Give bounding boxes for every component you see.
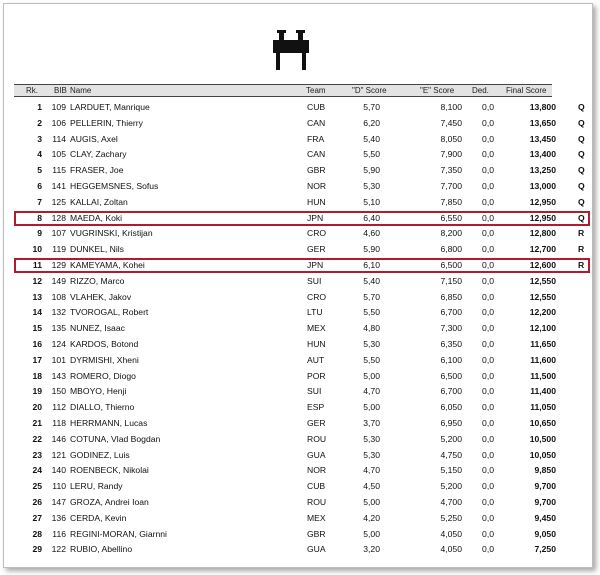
final-score: 9,700 (534, 481, 556, 492)
final-score: 13,650 (529, 117, 556, 128)
d-score: 5,40 (363, 275, 380, 286)
deduction: 0,0 (482, 544, 494, 555)
deduction: 0,0 (482, 244, 494, 255)
d-score: 5,70 (363, 102, 380, 112)
d-score: 5,00 (363, 370, 380, 381)
team-code: POR (307, 370, 326, 381)
table-row (4, 511, 592, 527)
rank-cell: 5 (37, 165, 42, 176)
table-row (4, 179, 592, 195)
team-code: GER (307, 417, 326, 428)
bib-cell: 107 (51, 228, 66, 239)
team-code: CUB (307, 102, 326, 112)
highlight-box (14, 211, 590, 226)
d-score: 4,50 (363, 481, 380, 492)
deduction: 0,0 (482, 228, 494, 239)
deduction: 0,0 (482, 307, 494, 318)
d-score: 6,20 (363, 117, 380, 128)
final-score: 12,100 (529, 323, 556, 334)
team-code: ROU (307, 433, 327, 444)
team-code: CAN (307, 149, 326, 160)
deduction: 0,0 (482, 354, 494, 365)
table-header (14, 84, 552, 97)
e-score: 5,200 (440, 433, 462, 444)
final-score: 12,950 (529, 212, 556, 223)
qualification-mark: Q (578, 196, 585, 207)
final-score: 10,500 (529, 433, 556, 444)
final-score: 11,650 (530, 338, 556, 349)
rank-cell: 6 (37, 180, 42, 191)
rank-cell: 21 (32, 417, 42, 428)
d-score: 5,50 (363, 307, 380, 318)
qualification-mark: Q (578, 149, 585, 160)
team-code: FRA (307, 133, 325, 144)
rank-cell: 15 (32, 323, 42, 334)
table-row (4, 211, 592, 227)
deduction: 0,0 (482, 433, 494, 444)
e-score: 7,350 (440, 165, 462, 176)
qualification-mark: Q (578, 133, 585, 144)
deduction: 0,0 (482, 102, 494, 112)
e-score: 6,950 (440, 417, 462, 428)
table-row (4, 290, 592, 306)
table-row (4, 337, 592, 353)
final-score: 12,550 (529, 275, 556, 286)
bib-cell: 101 (51, 354, 66, 365)
e-score: 7,450 (440, 117, 462, 128)
e-score: 6,500 (440, 259, 462, 270)
d-score: 5,70 (363, 291, 380, 302)
table-row (4, 448, 592, 464)
team-code: JPN (307, 259, 324, 270)
final-score: 13,450 (529, 133, 556, 144)
e-score: 6,050 (440, 402, 462, 413)
results-table (4, 100, 592, 558)
team-code: MEX (307, 323, 326, 334)
bib-cell: 124 (51, 338, 66, 349)
table-row (4, 242, 592, 258)
athlete-name: MAEDA, Koki (70, 212, 123, 223)
d-score: 5,00 (363, 496, 380, 507)
d-score: 5,30 (363, 433, 380, 444)
rank-cell: 2 (37, 117, 42, 128)
e-score: 6,550 (440, 212, 462, 223)
d-score: 4,70 (363, 386, 380, 397)
rank-cell: 26 (32, 496, 42, 507)
bib-cell: 106 (51, 117, 66, 128)
d-score: 5,10 (363, 196, 380, 207)
rank-cell: 9 (37, 228, 42, 239)
deduction: 0,0 (482, 449, 494, 460)
rank-cell: 12 (32, 275, 42, 286)
final-score: 9,050 (534, 528, 556, 539)
e-score: 5,200 (440, 481, 462, 492)
qualification-mark: Q (578, 102, 585, 112)
final-score: 11,500 (530, 370, 556, 381)
team-code: LTU (307, 307, 323, 318)
rank-cell: 10 (32, 244, 42, 255)
rank-cell: 23 (32, 449, 42, 460)
final-score: 12,200 (529, 307, 556, 318)
rank-cell: 28 (32, 528, 42, 539)
rank-cell: 7 (37, 196, 42, 207)
athlete-name: KALLAI, Zoltan (70, 196, 128, 207)
e-score: 6,350 (440, 338, 462, 349)
athlete-name: HEGGEMSNES, Sofus (70, 180, 159, 191)
bib-cell: 141 (51, 180, 66, 191)
header-team: Team (306, 86, 326, 95)
bib-cell: 109 (51, 102, 66, 112)
deduction: 0,0 (482, 291, 494, 302)
table-row (4, 542, 592, 558)
e-score: 6,850 (440, 291, 462, 302)
qualification-mark: Q (578, 212, 585, 223)
athlete-name: MBOYO, Henji (70, 386, 127, 397)
bib-cell: 129 (51, 259, 66, 270)
rank-cell: 11 (32, 259, 42, 270)
rank-cell: 8 (37, 212, 42, 223)
table-row (4, 432, 592, 448)
team-code: CRO (307, 228, 327, 239)
rank-cell: 24 (32, 465, 42, 476)
final-score: 9,850 (534, 465, 556, 476)
athlete-name: LARDUET, Manrique (70, 102, 150, 112)
qualification-mark: Q (578, 180, 585, 191)
deduction: 0,0 (482, 323, 494, 334)
table-row (4, 321, 592, 337)
header-e-score: "E" Score (420, 86, 455, 95)
rank-cell: 25 (32, 481, 42, 492)
e-score: 7,300 (440, 323, 462, 334)
bib-cell: 143 (51, 370, 66, 381)
deduction: 0,0 (482, 133, 494, 144)
d-score: 4,80 (363, 323, 380, 334)
team-code: MEX (307, 512, 326, 523)
bib-cell: 115 (52, 165, 66, 176)
team-code: HUN (307, 338, 326, 349)
deduction: 0,0 (482, 149, 494, 160)
rank-cell: 27 (32, 512, 42, 523)
results-sheet (3, 3, 593, 568)
e-score: 8,100 (440, 102, 462, 112)
table-row (4, 163, 592, 179)
deduction: 0,0 (482, 275, 494, 286)
final-score: 10,050 (529, 449, 556, 460)
d-score: 5,30 (363, 338, 380, 349)
rank-cell: 17 (32, 354, 42, 365)
team-code: GBR (307, 528, 326, 539)
athlete-name: KARDOS, Botond (70, 338, 139, 349)
d-score: 5,50 (363, 354, 380, 365)
athlete-name: RIZZO, Marco (70, 275, 125, 286)
team-code: SUI (307, 275, 322, 286)
athlete-name: GODINEZ, Luis (70, 449, 130, 460)
bib-cell: 149 (51, 275, 66, 286)
team-code: CUB (307, 481, 326, 492)
table-row (4, 384, 592, 400)
team-code: HUN (307, 196, 326, 207)
qualification-mark: R (578, 228, 585, 239)
final-score: 11,600 (530, 354, 556, 365)
bib-cell: 114 (52, 133, 66, 144)
bib-cell: 122 (51, 544, 66, 555)
athlete-name: DIALLO, Thierno (70, 402, 135, 413)
bib-cell: 116 (52, 528, 66, 539)
bib-cell: 150 (51, 386, 66, 397)
team-code: CAN (307, 117, 326, 128)
bib-cell: 146 (51, 433, 66, 444)
team-code: JPN (307, 212, 324, 223)
table-row (4, 116, 592, 132)
header-d-score: "D" Score (352, 86, 387, 95)
table-row (4, 369, 592, 385)
deduction: 0,0 (482, 117, 494, 128)
final-score: 12,700 (529, 244, 556, 255)
final-score: 10,650 (529, 417, 556, 428)
table-row (4, 258, 592, 274)
e-score: 8,050 (440, 133, 462, 144)
rank-cell: 4 (37, 149, 42, 160)
bib-cell: 110 (52, 481, 66, 492)
d-score: 6,10 (363, 259, 380, 270)
header-ded: Ded. (472, 86, 489, 95)
d-score: 5,90 (363, 244, 380, 255)
athlete-name: FRASER, Joe (70, 165, 124, 176)
table-row (4, 479, 592, 495)
bib-cell: 135 (51, 323, 66, 334)
table-row (4, 305, 592, 321)
qualification-mark: R (578, 244, 585, 255)
team-code: NOR (307, 180, 327, 191)
deduction: 0,0 (482, 402, 494, 413)
d-score: 3,70 (363, 417, 380, 428)
deduction: 0,0 (482, 259, 494, 270)
final-score: 11,050 (530, 402, 556, 413)
final-score: 11,400 (530, 386, 556, 397)
final-score: 12,950 (529, 196, 556, 207)
e-score: 7,700 (440, 180, 462, 191)
bib-cell: 118 (52, 417, 66, 428)
e-score: 4,050 (440, 544, 462, 555)
pommel-horse-icon (270, 18, 312, 70)
deduction: 0,0 (482, 386, 494, 397)
table-row (4, 132, 592, 148)
deduction: 0,0 (482, 417, 494, 428)
e-score: 7,900 (440, 149, 462, 160)
d-score: 5,00 (363, 402, 380, 413)
athlete-name: ROENBECK, Nikolai (70, 465, 149, 476)
d-score: 4,60 (363, 228, 380, 239)
table-row (4, 226, 592, 242)
rank-cell: 19 (32, 386, 42, 397)
rank-cell: 1 (37, 102, 42, 112)
athlete-name: VLAHEK, Jakov (70, 291, 132, 302)
final-score: 13,400 (529, 149, 556, 160)
athlete-name: LERU, Randy (70, 481, 123, 492)
final-score: 12,550 (529, 291, 556, 302)
athlete-name: DUNKEL, Nils (70, 244, 124, 255)
d-score: 5,90 (363, 165, 380, 176)
e-score: 6,100 (440, 354, 462, 365)
team-code: NOR (307, 465, 327, 476)
athlete-name: ROMERO, Diogo (70, 370, 136, 381)
team-code: ROU (307, 496, 327, 507)
deduction: 0,0 (482, 465, 494, 476)
rank-cell: 18 (32, 370, 42, 381)
deduction: 0,0 (482, 212, 494, 223)
table-row (4, 495, 592, 511)
bib-cell: 108 (51, 291, 66, 302)
e-score: 4,050 (440, 528, 462, 539)
e-score: 8,200 (440, 228, 462, 239)
athlete-name: VUGRINSKI, Kristijan (70, 228, 153, 239)
e-score: 4,700 (440, 496, 462, 507)
d-score: 5,30 (363, 180, 380, 191)
rank-cell: 16 (32, 338, 42, 349)
rank-cell: 22 (32, 433, 42, 444)
qualification-mark: R (578, 259, 585, 270)
header-final-score: Final Score (506, 86, 547, 95)
d-score: 5,50 (363, 149, 380, 160)
header-bib: BIB (54, 86, 67, 95)
rank-cell: 14 (32, 307, 42, 318)
bib-cell: 125 (51, 196, 66, 207)
athlete-name: TVOROGAL, Robert (70, 307, 149, 318)
d-score: 5,30 (363, 449, 380, 460)
d-score: 4,20 (363, 512, 380, 523)
final-score: 13,800 (529, 102, 556, 112)
deduction: 0,0 (482, 165, 494, 176)
header-rank: Rk. (26, 86, 38, 95)
highlight-box (14, 258, 590, 273)
d-score: 5,40 (363, 133, 380, 144)
final-score: 13,000 (529, 180, 556, 191)
athlete-name: GROZA, Andrei Ioan (70, 496, 149, 507)
athlete-name: CERDA, Kevin (70, 512, 127, 523)
e-score: 6,800 (440, 244, 462, 255)
e-score: 5,250 (440, 512, 462, 523)
d-score: 3,20 (363, 544, 380, 555)
table-row (4, 463, 592, 479)
bib-cell: 121 (51, 449, 66, 460)
table-row (4, 274, 592, 290)
bib-cell: 140 (51, 465, 66, 476)
qualification-mark: Q (578, 117, 585, 128)
e-score: 7,150 (440, 275, 462, 286)
table-row (4, 147, 592, 163)
team-code: AUT (307, 354, 325, 365)
final-score: 12,800 (529, 228, 556, 239)
athlete-name: AUGIS, Axel (70, 133, 118, 144)
deduction: 0,0 (482, 512, 494, 523)
bib-cell: 136 (51, 512, 66, 523)
table-row (4, 353, 592, 369)
athlete-name: PELLERIN, Thierry (70, 117, 143, 128)
team-code: SUI (307, 386, 322, 397)
team-code: GBR (307, 165, 326, 176)
rank-cell: 3 (37, 133, 42, 144)
e-score: 6,700 (440, 307, 462, 318)
qualification-mark: Q (578, 165, 585, 176)
team-code: GUA (307, 449, 326, 460)
athlete-name: COTUNA, Vlad Bogdan (70, 433, 161, 444)
team-code: ESP (307, 402, 325, 413)
bib-cell: 128 (51, 212, 66, 223)
athlete-name: RUBIO, Abellino (70, 544, 133, 555)
table-row (4, 400, 592, 416)
final-score: 13,250 (529, 165, 556, 176)
header-name: Name (70, 86, 92, 95)
deduction: 0,0 (482, 481, 494, 492)
athlete-name: HERRMANN, Lucas (70, 417, 148, 428)
athlete-name: DYRMISHI, Xheni (70, 354, 139, 365)
rank-cell: 20 (32, 402, 42, 413)
deduction: 0,0 (482, 338, 494, 349)
team-code: CRO (307, 291, 327, 302)
e-score: 6,500 (440, 370, 462, 381)
athlete-name: NUNEZ, Isaac (70, 323, 125, 334)
deduction: 0,0 (482, 370, 494, 381)
final-score: 9,450 (534, 512, 556, 523)
table-row (4, 195, 592, 211)
bib-cell: 119 (52, 244, 66, 255)
team-code: GER (307, 244, 326, 255)
table-row (4, 527, 592, 543)
bib-cell: 132 (51, 307, 66, 318)
table-row (4, 100, 592, 116)
bib-cell: 147 (51, 496, 66, 507)
deduction: 0,0 (482, 180, 494, 191)
deduction: 0,0 (482, 528, 494, 539)
table-row (4, 416, 592, 432)
d-score: 6,40 (363, 212, 380, 223)
e-score: 6,700 (440, 386, 462, 397)
bib-cell: 105 (51, 149, 66, 160)
rank-cell: 13 (32, 291, 42, 302)
team-code: GUA (307, 544, 326, 555)
athlete-name: CLAY, Zachary (70, 149, 127, 160)
deduction: 0,0 (482, 496, 494, 507)
athlete-name: REGINI-MORAN, Giarnni (70, 528, 167, 539)
e-score: 7,850 (440, 196, 462, 207)
e-score: 5,150 (440, 465, 462, 476)
deduction: 0,0 (482, 196, 494, 207)
final-score: 12,600 (529, 259, 556, 270)
d-score: 4,70 (363, 465, 380, 476)
bib-cell: 112 (52, 402, 66, 413)
final-score: 9,700 (534, 496, 556, 507)
athlete-name: KAMEYAMA, Kohei (70, 259, 145, 270)
e-score: 4,750 (440, 449, 462, 460)
rank-cell: 29 (32, 544, 42, 555)
d-score: 5,00 (363, 528, 380, 539)
final-score: 7,250 (534, 544, 556, 555)
